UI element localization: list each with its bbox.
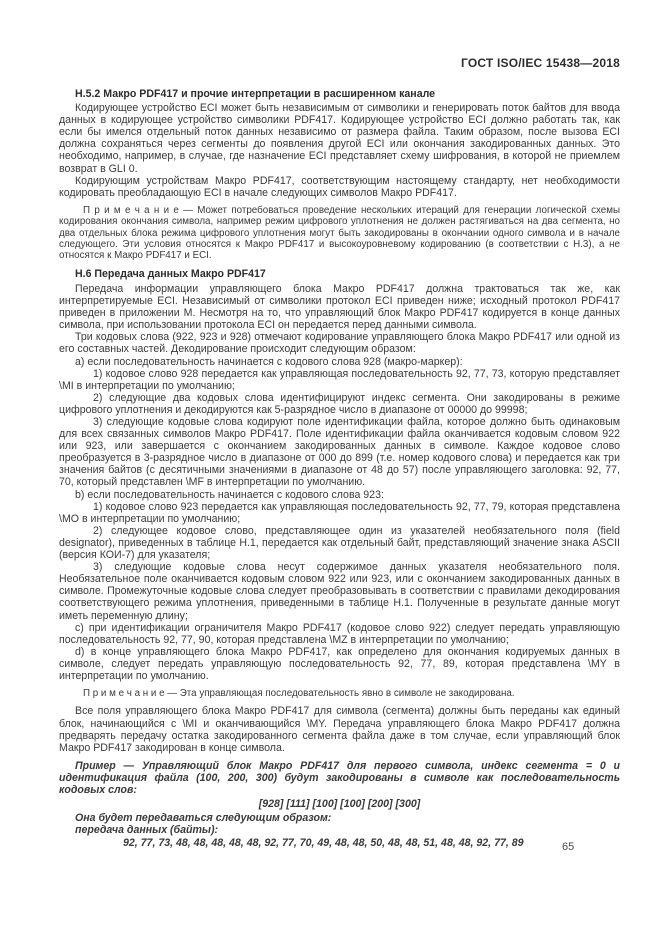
paragraph: Кодирующим устройствам Макро PDF417, соответствующим настоящему стандарту, нет необходимости кодировать преобладающую ECI в начале следующих символов Макро PDF417. xyxy=(59,174,620,199)
page-number: 65 xyxy=(562,841,575,853)
list-subitem-1: 1) кодовое слово 923 передается как управляющая последовательность 92, 77, 79, которая представлена \MO в интерпретации по умолчанию; xyxy=(59,500,620,525)
list-subitem-3: 3) следующие кодовые слова несут содержимое данных указателя необязательного поля. Необязательное поле оканчивается кодовым словом 922 или 923, или с окончанием закодированных данных в символе. Промежуточные кодовые слова следует преобразовывать в соответствии с правилами декодирования соответствующего режима уплотнения, приведенными в таблице Н.1. Полученные в результате данные могут иметь переменную длину; xyxy=(59,561,620,622)
example-paragraph: Пример — Управляющий блок Макро PDF417 для первого символа, индекс сегмента = 0 и идентификация файла (100, 200, 300) будут закодированы в символе как последовательность кодовых слов: xyxy=(59,759,620,797)
list-subitem-2: 2) следующие два кодовых слова идентифицируют индекс сегмента. Они закодированы в режиме цифрового уплотнения и декодируются как 5-разрядное число в диапазоне от 00000 до 99998; xyxy=(59,391,620,416)
example-line: Она будет передаваться следующим образом: xyxy=(75,812,332,825)
example-line: передача данных (байты): xyxy=(75,824,218,837)
list-subitem-1: 1) кодовое слово 928 передается как управляющая последовательность 92, 77, 73, которую представляет \MI в интерпретации по умолчанию; xyxy=(59,367,620,392)
paragraph: Три кодовых слова (922, 923 и 928) отмечают кодирование управляющего блока Макро PDF417 или одной из его составных частей. Декодирование происходит следующим образом: xyxy=(59,331,620,356)
paragraph: Все поля управляющего блока Макро PDF417 для символа (сегмента) должны быть переданы как единый блок, начинающийся с \MI и оканчивающийся \MY. Передача управляющего блока Макро PDF417 должна предварять передачу остатка закодированного сегмента файла даже в том случае, если управляющий блок Макро PDF417 закодирован в конце символа. xyxy=(59,705,620,754)
list-item-d: d) в конце управляющего блока Макро PDF417, как определено для окончания кодируемых данных в символе, следует передать управляющую последовательность 92, 77, 89, которая представлена \MY в интерпретации по умолчанию. xyxy=(59,645,620,682)
list-item-c: с) при идентификации ограничителя Макро PDF417 (кодовое слово 922) следует передать управляющую последовательность 92, 77, 90, которая представлена \MZ в интерпретации по умолчанию; xyxy=(59,621,620,646)
document-body xyxy=(59,88,620,850)
byte-sequence: 92, 77, 73, 48, 48, 48, 48, 48, 92, 77, 70, 49, 48, 48, 50, 48, 48, 51, 48, 48, 92, 77, 89 xyxy=(123,837,524,850)
paragraph: Передача информации управляющего блока Макро PDF417 должна трактоваться так же, как интерпретируемые ECI. Независимый от символики протокол ECI приведен ниже; исходный протокол PDF417 приведен в приложении М. Несмотря на то, что управляющий блок Макро PDF417 кодируется в конце данных символа, при использовании протокола ECI он передается перед данными символа. xyxy=(59,282,620,332)
paragraph: Кодирующее устройство ECI может быть независимым от символики и генерировать поток байтов для ввода данных в кодирующее устройство символики PDF417. Кодирующее устройство ECI должно работать так, как если бы имелся отдельный поток данных независимо от размера файла. Таким образом, после вызова ECI должна сохраняться через сегменты до появления другой ECI или окончания закодированных данных. Это необходимо, например, в случае, где назначение ECI представляет схему шифрования, в которой не приемлем возврат в GLI 0. xyxy=(59,102,620,175)
document-header: ГОСТ ISO/IEC 15438—2018 xyxy=(460,56,620,70)
list-item-b: b) если последовательность начинается с кодового слова 923: xyxy=(75,488,384,501)
note-paragraph: П р и м е ч а н и е — Может потребоваться проведение нескольких итераций для генерации логической схемы кодирования окончания символа, например режим цифрового уплотнения не должен растягиваться на два сегмента, но два отдельных блока режима цифрового уплотнения могут быть закодированы в окончании одного символа и в начале следующего. Эти условия относятся к Макро PDF417 и высокоуровневому кодированию (в соответствии с Н.3), а не относятся к Макро PDF417 и ECI. xyxy=(59,204,620,262)
list-subitem-2: 2) следующее кодовое слово, представляющее один из указателей необязательного поля (field designator), приведенных в таблице Н.1, передается как отдельный байт, представляющий значение знака ASCII (версия КОИ-7) для указателя; xyxy=(59,524,620,562)
codeword-sequence: [928] [111] [100] [100] [200] [300] xyxy=(258,798,421,811)
section-heading-h52: Н.5.2 Макро PDF417 и прочие интерпретации в расширенном канале xyxy=(75,88,436,100)
section-heading-h6: Н.6 Передача данных Макро PDF417 xyxy=(75,267,266,280)
list-subitem-3: 3) следующие кодовые слова кодируют поле идентификации файла, которое должно быть одинаковым для всех связанных символов Макро PDF417. Поле идентификации файла оканчивается кодовым словом 922 или 923, или завершается с окончанием закодированных данных в символе. Каждое кодовое слово преобразуется в 3-разрядное число в диапазоне от 000 до 899 (т.е. номер кодового слова) и передается как три значения байтов (с десятичными значениями в диапазоне от 48 до 57) после управляющего заголовка: 92, 77, 70, который представлен \MF в интерпретации по умолчанию. xyxy=(59,416,620,489)
note-paragraph: П р и м е ч а н и е — Эта управляющая последовательность явно в символе не закодирована. xyxy=(83,688,515,700)
list-item-a: а) если последовательность начинается с кодового слова 928 (макро-маркер): xyxy=(75,355,463,368)
